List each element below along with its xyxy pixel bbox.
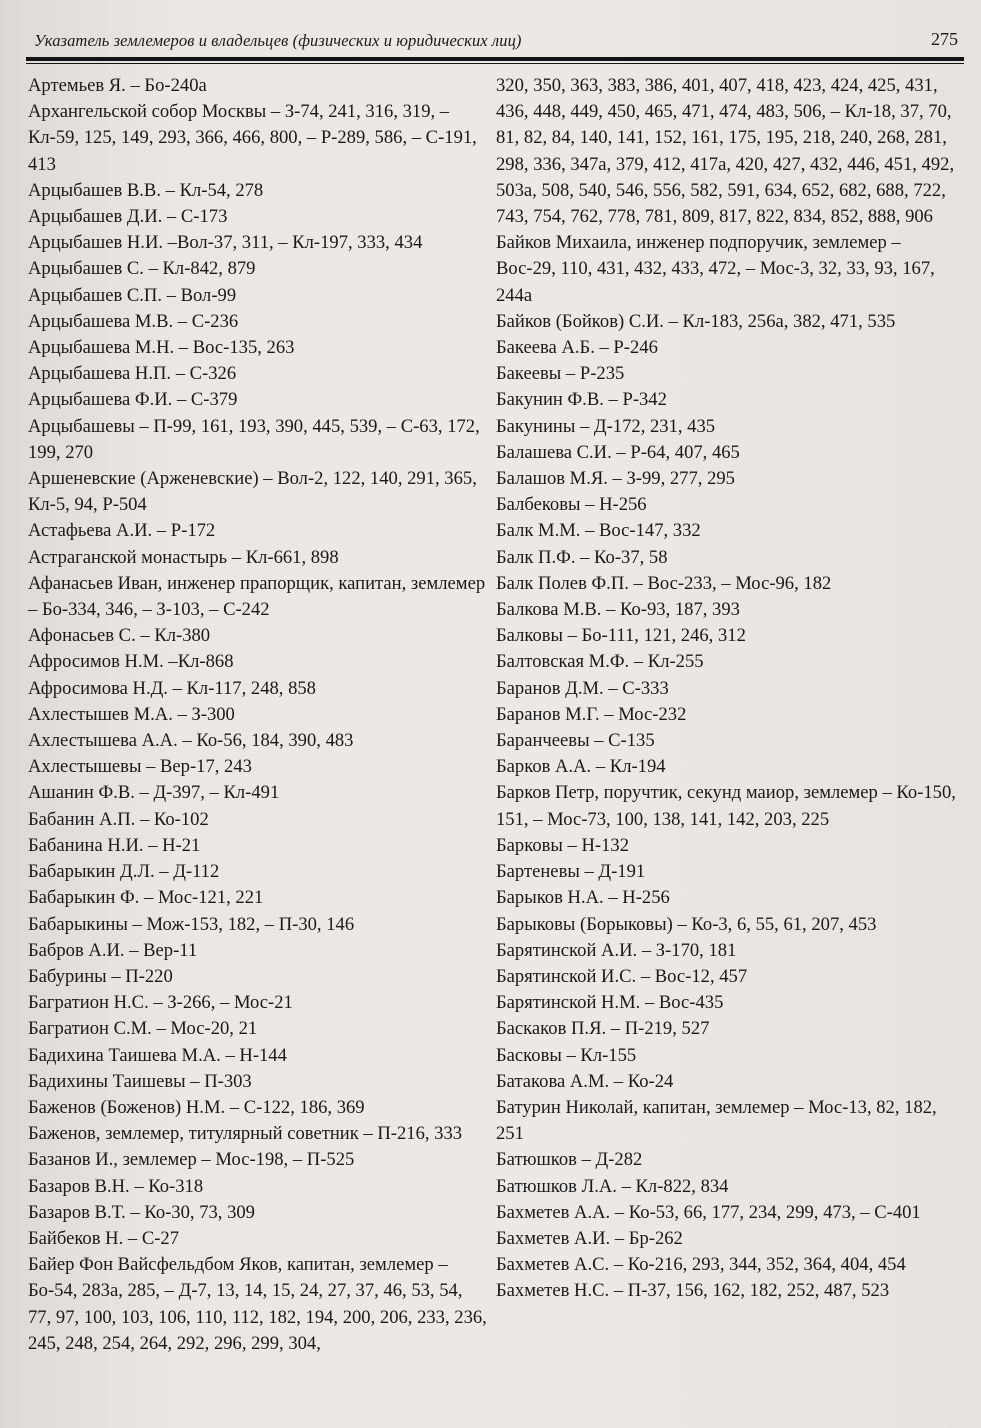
index-entry: Базаров В.Т. – Ко-30, 73, 309 [28, 1201, 255, 1223]
index-entry: Балашева С.И. – Р-64, 407, 465 [496, 441, 740, 463]
index-entry: Арцыбашев В.В. – Кл-54, 278 [28, 179, 264, 201]
index-entry: Арцыбашевы – П-99, 161, 193, 390, 445, 539, – С-63, 172, 199, 270 [28, 415, 480, 463]
index-entry: Бахметев А.А. – Ко-53, 66, 177, 234, 299, 473, – С-401 [496, 1201, 921, 1223]
index-entry: Балковы – Бо-111, 121, 246, 312 [496, 625, 746, 647]
index-entry: Бабурины – П-220 [28, 965, 173, 987]
index-entry: Бахметев Н.С. – П-37, 156, 162, 182, 252, 487, 523 [496, 1280, 890, 1302]
index-entry: Батюшков Л.А. – Кл-822, 834 [496, 1175, 729, 1197]
index-entry: Балкова М.В. – Ко-93, 187, 393 [496, 599, 740, 621]
index-entry: Бакунины – Д-172, 231, 435 [496, 415, 716, 437]
index-entry: Арцыбашев С.П. – Вол-99 [28, 284, 237, 306]
index-entry: Бакеевы – Р-235 [496, 363, 625, 385]
index-entry: Бадихина Таишева М.А. – Н-144 [28, 1044, 287, 1066]
index-column-right [496, 73, 956, 1305]
index-entry: Бахметев А.С. – Ко-216, 293, 344, 352, 364, 404, 454 [496, 1254, 906, 1276]
index-entry: Бабарыкин Д.Л. – Д-112 [28, 861, 220, 883]
index-entry: Байбеков Н. – С-27 [28, 1227, 180, 1249]
index-entry: Барыков Н.А. – Н-256 [496, 887, 670, 909]
index-entry: Барятинской А.И. – З-170, 181 [496, 939, 737, 961]
index-entry: Арцыбашев Д.И. – С-173 [28, 206, 228, 228]
index-entry: Бахметев А.И. – Бр-262 [496, 1227, 683, 1249]
index-entry: Баскаков П.Я. – П-219, 527 [496, 1018, 710, 1040]
index-entry: Балк П.Ф. – Ко-37, 58 [496, 546, 668, 568]
index-column-left [28, 73, 488, 1357]
index-entry: Бабанина Н.И. – Н-21 [28, 834, 201, 856]
index-entry: Афанасьев Иван, инженер прапорщик, капитан, землемер – Бо-334, 346, – З-103, – С-242 [28, 572, 486, 621]
index-entry: Багратион С.М. – Мос-20, 21 [28, 1018, 258, 1040]
index-entry: Барыковы (Борыковы) – Ко-3, 6, 55, 61, 207, 453 [496, 913, 877, 935]
index-entry: Арцыбашева М.Н. – Вос-135, 263 [28, 337, 295, 359]
index-entry: Бабанин А.П. – Ко-102 [28, 808, 209, 830]
index-entry: Балбековы – Н-256 [496, 494, 647, 516]
index-entry: Бартеневы – Д-191 [496, 861, 646, 883]
index-entry: Аршеневские (Арженевские) – Вол-2, 122, 140, 291, 365, Кл-5, 94, Р-504 [28, 468, 477, 516]
index-entry: Афонасьев С. – Кл-380 [28, 625, 211, 647]
index-entry: Ашанин Ф.В. – Д-397, – Кл-491 [28, 782, 280, 804]
index-entry: Афросимова Н.Д. – Кл-117, 248, 858 [28, 677, 316, 699]
index-entry: Ахлестышева А.А. – Ко-56, 184, 390, 483 [28, 730, 354, 752]
index-entry: Баженов (Боженов) Н.М. – С-122, 186, 369 [28, 1096, 365, 1118]
index-entry: Артемьев Я. – Бо-240а [28, 75, 207, 96]
index-entry: Ахлестышевы – Вер-17, 243 [28, 756, 252, 778]
index-entry: Бабарыкины – Мож-153, 182, – П-30, 146 [28, 913, 355, 935]
index-entry: Барковы – Н-132 [496, 834, 629, 856]
index-entry: Бакунин Ф.В. – Р-342 [496, 389, 667, 411]
index-entry: Архангельской собор Москвы – З-74, 241, 316, 319, – Кл-59, 125, 149, 293, 366, 466, 800, – Р-289, 586, – С-191, 413 [28, 101, 477, 175]
index-entry: Ахлестышев М.А. – З-300 [28, 703, 235, 725]
index-entry: Бабарыкин Ф. – Мос-121, 221 [28, 887, 264, 909]
header-title: Указатель землемеров и владельцев (физических и юридических лиц) [34, 31, 522, 50]
index-entry: Байков (Бойков) С.И. – Кл-183, 256а, 382, 471, 535 [496, 310, 896, 332]
index-entry: Балк Полев Ф.П. – Вос-233, – Мос-96, 182 [496, 572, 832, 594]
index-entry: Балашов М.Я. – З-99, 277, 295 [496, 468, 735, 490]
index-entry: Базаров В.Н. – Ко-318 [28, 1175, 204, 1197]
index-entry: Астраганской монастырь – Кл-661, 898 [28, 546, 339, 568]
index-entry: Багратион Н.С. – З-266, – Мос-21 [28, 992, 293, 1014]
index-entry: Баранов М.Г. – Мос-232 [496, 703, 687, 725]
index-entry: Арцыбашева Ф.И. – С-379 [28, 389, 238, 411]
index-entry: Барятинской Н.М. – Вос-435 [496, 992, 724, 1014]
index-entry: Байер Фон Вайсфельдбом Яков, капитан, землемер – Бо-54, 283а, 285, – Д-7, 13, 14, 15, 24, 27, 37, 46, 53, 54, 77, 97, 100, 103, 106, 110, 112, 182, 194, 200, 206, 233, 236, 245, 248, 254, 264, 292, 296, 299, 304, [28, 1254, 487, 1354]
index-entry: Барков Петр, поручтик, секунд маиор, землемер – Ко-150, 151, – Мос-73, 100, 138, 141, 142, 203, 225 [496, 782, 956, 830]
index-entry: Бабров А.И. – Вер-11 [28, 939, 198, 961]
index-entry: Афросимов Н.М. –Кл-868 [28, 651, 234, 673]
index-entry: Астафьева А.И. – Р-172 [28, 520, 216, 542]
index-entry: Барятинской И.С. – Вос-12, 457 [496, 965, 748, 987]
page-number: 275 [931, 29, 958, 49]
index-entry: 320, 350, 363, 383, 386, 401, 407, 418, 423, 424, 425, 431, 436, 448, 449, 450, 465, 471, 474, 483, 506, – Кл-18, 37, 70, 81, 82, 84, 140, 141, 152, 161, 175, 195, 218, 240, 268, 281, 298, 336, 347а, 379, 412, 417а, 420, 427, 432, 446, 451, 492, 503а, 508, 540, 546, 556, 582, 591, 634, 652, 682, 688, 722, 743, 754, 762, 778, 781, 809, 817, 822, 834, 852, 888, 906 [496, 75, 955, 228]
header-rule [26, 57, 964, 64]
index-entry: Баранов Д.М. – С-333 [496, 677, 669, 699]
index-entry: Басковы – Кл-155 [496, 1044, 637, 1066]
index-entry: Арцыбашева Н.П. – С-326 [28, 363, 237, 385]
index-entry: Барков А.А. – Кл-194 [496, 756, 666, 778]
index-entry: Батюшков – Д-282 [496, 1149, 643, 1171]
index-entry: Батурин Николай, капитан, землемер – Мос-13, 82, 182, 251 [496, 1096, 937, 1145]
index-entry: Базанов И., землемер – Мос-198, – П-525 [28, 1149, 355, 1171]
index-entry: Байков Михаила, инженер подпоручик, землемер – Вос-29, 110, 431, 432, 433, 472, – Мос-3, 32, 33, 93, 167, 244а [496, 232, 935, 306]
index-entry: Арцыбашева М.В. – С-236 [28, 310, 239, 332]
index-entry: Балк М.М. – Вос-147, 332 [496, 520, 701, 542]
index-entry: Баженов, землемер, титулярный советник – П-216, 333 [28, 1123, 463, 1145]
index-entry: Баранчеевы – С-135 [496, 730, 655, 752]
index-entry: Батакова А.М. – Ко-24 [496, 1070, 674, 1092]
index-entry: Бакеева А.Б. – Р-246 [496, 337, 658, 359]
index-entry: Арцыбашев Н.И. –Вол-37, 311, – Кл-197, 333, 434 [28, 232, 423, 254]
index-entry: Арцыбашев С. – Кл-842, 879 [28, 258, 256, 280]
index-entry: Балтовская М.Ф. – Кл-255 [496, 651, 704, 673]
index-entry: Бадихины Таишевы – П-303 [28, 1070, 252, 1092]
running-header [26, 27, 964, 53]
